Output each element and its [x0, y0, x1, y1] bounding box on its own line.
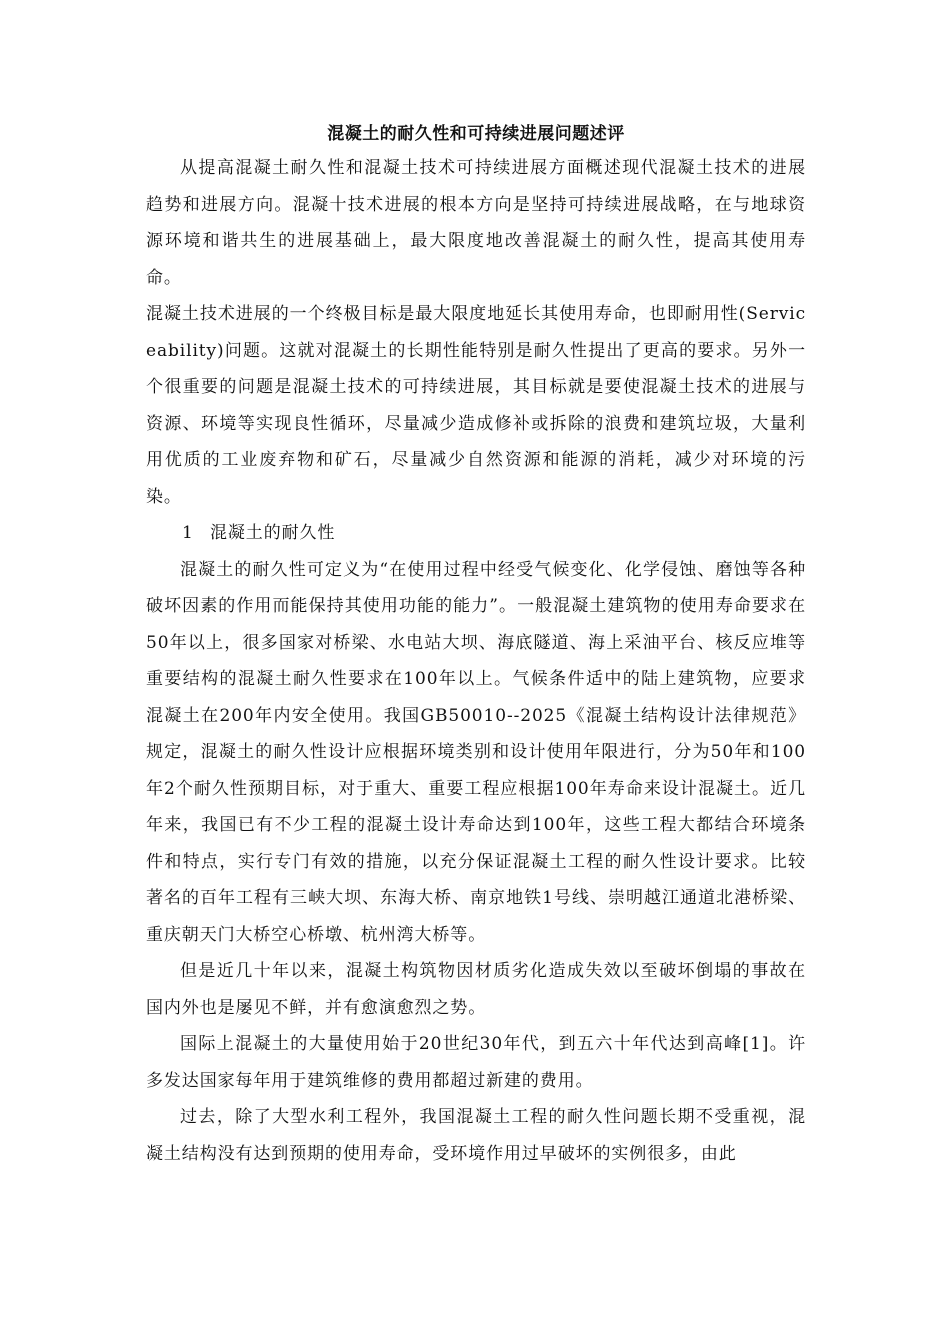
abstract-paragraph: 从提高混凝土耐久性和混凝土技术可持续进展方面概述现代混凝土技术的进展趋势和进展方向。混凝十技术进展的根本方向是坚持可持续进展战略，在与地球资源环境和谐共生的进展基础上，最大限度地改善混凝土的耐久性，提高其使用寿命。 — [146, 158, 806, 288]
body-paragraph: 过去，除了大型水利工程外，我国混凝土工程的耐久性问题长期不受重视，混凝土结构没有达到预期的使用寿命，受环境作用过早破坏的实例很多，由此 — [146, 1107, 806, 1164]
body-paragraph: 国际上混凝土的大量使用始于20世纪30年代，到五六十年代达到高峰[1]。许多发达国家每年用于建筑维修的费用都超过新建的费用。 — [146, 1034, 806, 1091]
document-page — [146, 120, 806, 1172]
body-paragraph: 混凝土的耐久性可定义为“在使用过程中经受气候变化、化学侵蚀、磨蚀等各种破坏因素的作用而能保持其使用功能的能力”。一般混凝土建筑物的使用寿命要求在50年以上，很多国家对桥梁、水电站大坝、海底隧道、海上采油平台、核反应堆等重要结构的混凝土耐久性要求在100年以上。气候条件适中的陆上建筑物，应要求混凝土在200年内安全使用。我国GB50010--2025《混凝土结构设计法律规范》规定，混凝土的耐久性设计应根据环境类别和设计使用年限进行，分为50年和100年2个耐久性预期目标，对于重大、重要工程应根据100年寿命来设计混凝土。近几年来，我国已有不少工程的混凝土设计寿命达到100年，这些工程大都结合环境条件和特点，实行专门有效的措施，以充分保证混凝土工程的耐久性设计要求。比较著名的百年工程有三峡大坝、东海大桥、南京地铁1号线、崇明越江通道北港桥梁、重庆朝天门大桥空心桥墩、杭州湾大桥等。 — [146, 559, 806, 945]
body-paragraph: 但是近几十年以来，混凝土构筑物因材质劣化造成失效以至破坏倒塌的事故在国内外也是屡见不鲜，并有愈演愈烈之势。 — [146, 961, 806, 1018]
intro-paragraph: 混凝土技术进展的一个终极目标是最大限度地延长其使用寿命，也即耐用性(Serviceability)问题。这就对混凝土的长期性能特别是耐久性提出了更高的要求。另外一个很重要的问题是混凝土技术的可持续进展，其目标就是要使混凝土技术的进展与资源、环境等实现良性循环，尽量减少造成修补或拆除的浪费和建筑垃圾，大量利用优质的工业废弃物和矿石，尽量减少自然资源和能源的消耗，减少对环境的污染。 — [146, 304, 806, 507]
section-heading-text: 混凝土的耐久性 — [210, 523, 336, 543]
section-heading — [146, 515, 806, 552]
document-title: 混凝土的耐久性和可持续进展问题述评 — [327, 124, 625, 144]
section-number: 1 — [182, 523, 194, 543]
